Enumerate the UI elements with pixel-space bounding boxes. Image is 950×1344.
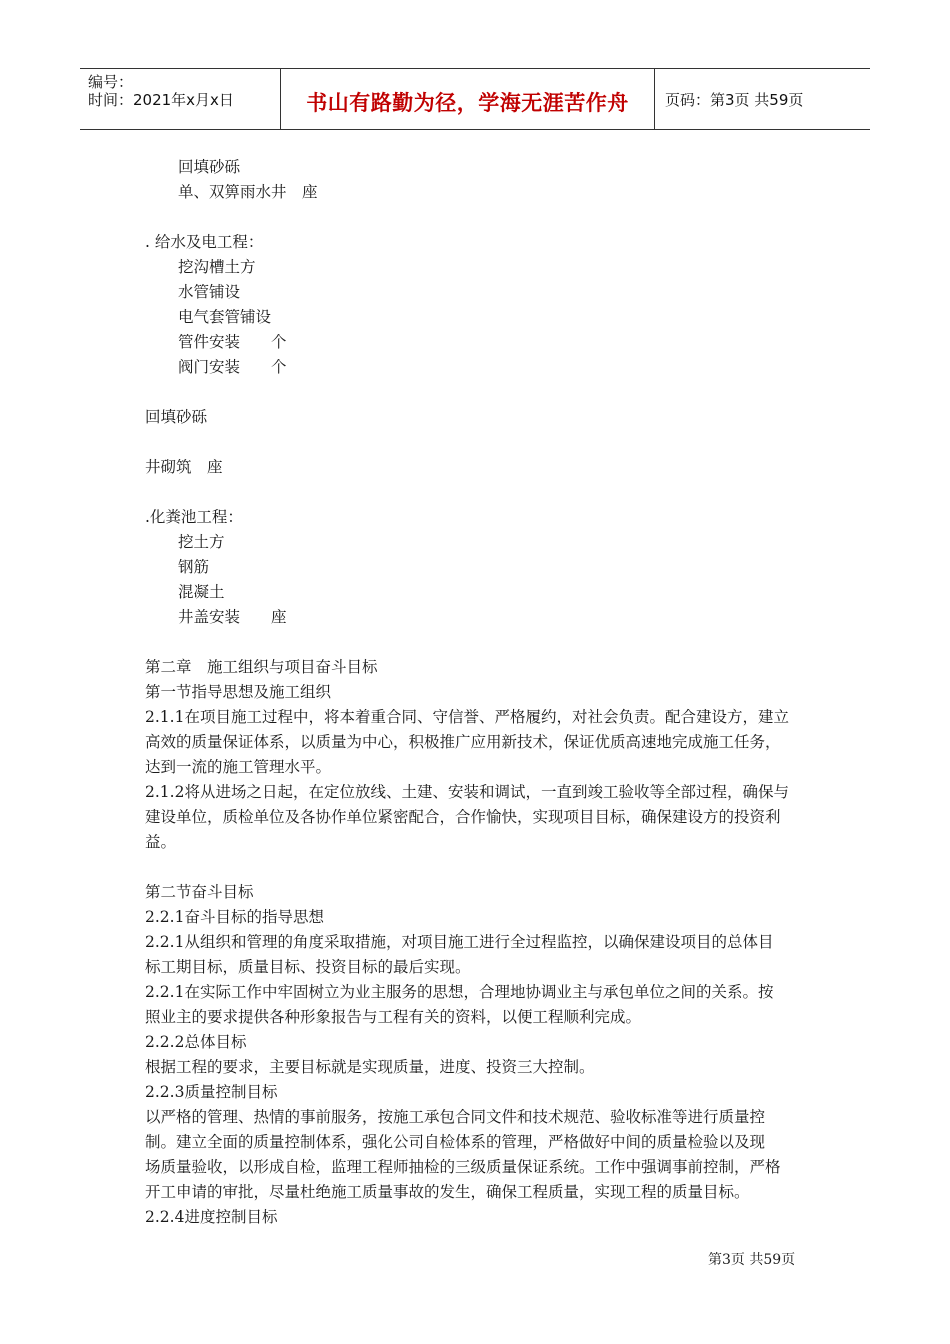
document-number-label: 编号： xyxy=(88,73,134,91)
header-page-info: 页码：第3页 共59页 xyxy=(665,91,804,109)
list-item: 水管铺设 xyxy=(178,283,241,301)
paragraph-line: 照业主的要求提供各种形象报告与工程有关的资料，以便工程顺利完成。 xyxy=(145,1008,642,1026)
section-heading: 第二节奋斗目标 xyxy=(145,883,254,901)
header-page-cell xyxy=(655,69,870,129)
paragraph-line: 2.2.1从组织和管理的角度采取措施，对项目施工进行全过程监控，以确保建设项目的总体目 xyxy=(145,933,774,951)
paragraph-line: 以严格的管理、热情的事前服务，按施工承包合同文件和技术规范、验收标准等进行质量控 xyxy=(145,1108,766,1126)
section-heading: .化粪池工程： xyxy=(145,508,243,526)
paragraph-line: 益。 xyxy=(145,833,177,851)
list-item: 钢筋 xyxy=(178,558,210,576)
list-item: 阀门安装 个 xyxy=(178,358,287,376)
list-item: 单、双箅雨水井 座 xyxy=(178,183,318,201)
paragraph-line: 制。建立全面的质量控制体系，强化公司自检体系的管理，严格做好中间的质量检验以及现 xyxy=(145,1133,766,1151)
paragraph-line: 达到一流的施工管理水平。 xyxy=(145,758,332,776)
section-heading: . 给水及电工程： xyxy=(145,233,264,251)
list-item: 管件安装 个 xyxy=(178,333,287,351)
paragraph-line: 开工申请的审批，尽量杜绝施工质量事故的发生，确保工程质量，实现工程的质量目标。 xyxy=(145,1183,750,1201)
list-item: 电气套管铺设 xyxy=(178,308,272,326)
list-item: 混凝土 xyxy=(178,583,225,601)
header-motto-cell xyxy=(281,69,655,129)
list-item: 挖沟槽土方 xyxy=(178,258,256,276)
page-footer: 第3页 共59页 xyxy=(708,1252,796,1268)
paragraph-line: 根据工程的要求，主要目标就是实现质量，进度、投资三大控制。 xyxy=(145,1058,595,1076)
paragraph-line: 高效的质量保证体系，以质量为中心，积极推广应用新技术，保证优质高速地完成施工任务， xyxy=(145,733,781,751)
subsection-heading: 2.2.4进度控制目标 xyxy=(145,1208,278,1226)
list-item: 回填砂砾 xyxy=(178,158,241,176)
subsection-heading: 2.2.3质量控制目标 xyxy=(145,1083,278,1101)
header-motto: 书山有路勤为径，学海无涯苦作舟 xyxy=(306,91,629,115)
paragraph-line: 场质量验收，以形成自检，监理工程师抽检的三级质量保证系统。工作中强调事前控制，严格 xyxy=(145,1158,781,1176)
list-item: 井盖安装 座 xyxy=(178,608,287,626)
paragraph-line: 2.2.1在实际工作中牢固树立为业主服务的思想，合理地协调业主与承包单位之间的关系。按 xyxy=(145,983,774,1001)
page-header xyxy=(80,68,870,130)
subsection-heading: 2.2.1奋斗目标的指导思想 xyxy=(145,908,324,926)
list-item: 回填砂砾 xyxy=(145,408,208,426)
paragraph-line: 建设单位，质检单位及各协作单位紧密配合，合作愉快，实现项目目标，确保建设方的投资利 xyxy=(145,808,781,826)
chapter-heading: 第二章 施工组织与项目奋斗目标 xyxy=(145,658,378,676)
subsection-heading: 2.2.2总体目标 xyxy=(145,1033,247,1051)
header-meta-cell xyxy=(80,69,281,129)
document-date: 时间：2021年x月x日 xyxy=(88,91,234,109)
list-item: 井砌筑 座 xyxy=(145,458,223,476)
section-heading: 第一节指导思想及施工组织 xyxy=(145,683,332,701)
paragraph-line: 标工期目标，质量目标、投资目标的最后实现。 xyxy=(145,958,471,976)
paragraph-line: 2.1.2将从进场之日起，在定位放线、土建、安装和调试，一直到竣工验收等全部过程，确保与 xyxy=(145,783,789,801)
paragraph-line: 2.1.1在项目施工过程中，将本着重合同、守信誉、严格履约，对社会负责。配合建设方，建立 xyxy=(145,708,789,726)
list-item: 挖土方 xyxy=(178,533,225,551)
